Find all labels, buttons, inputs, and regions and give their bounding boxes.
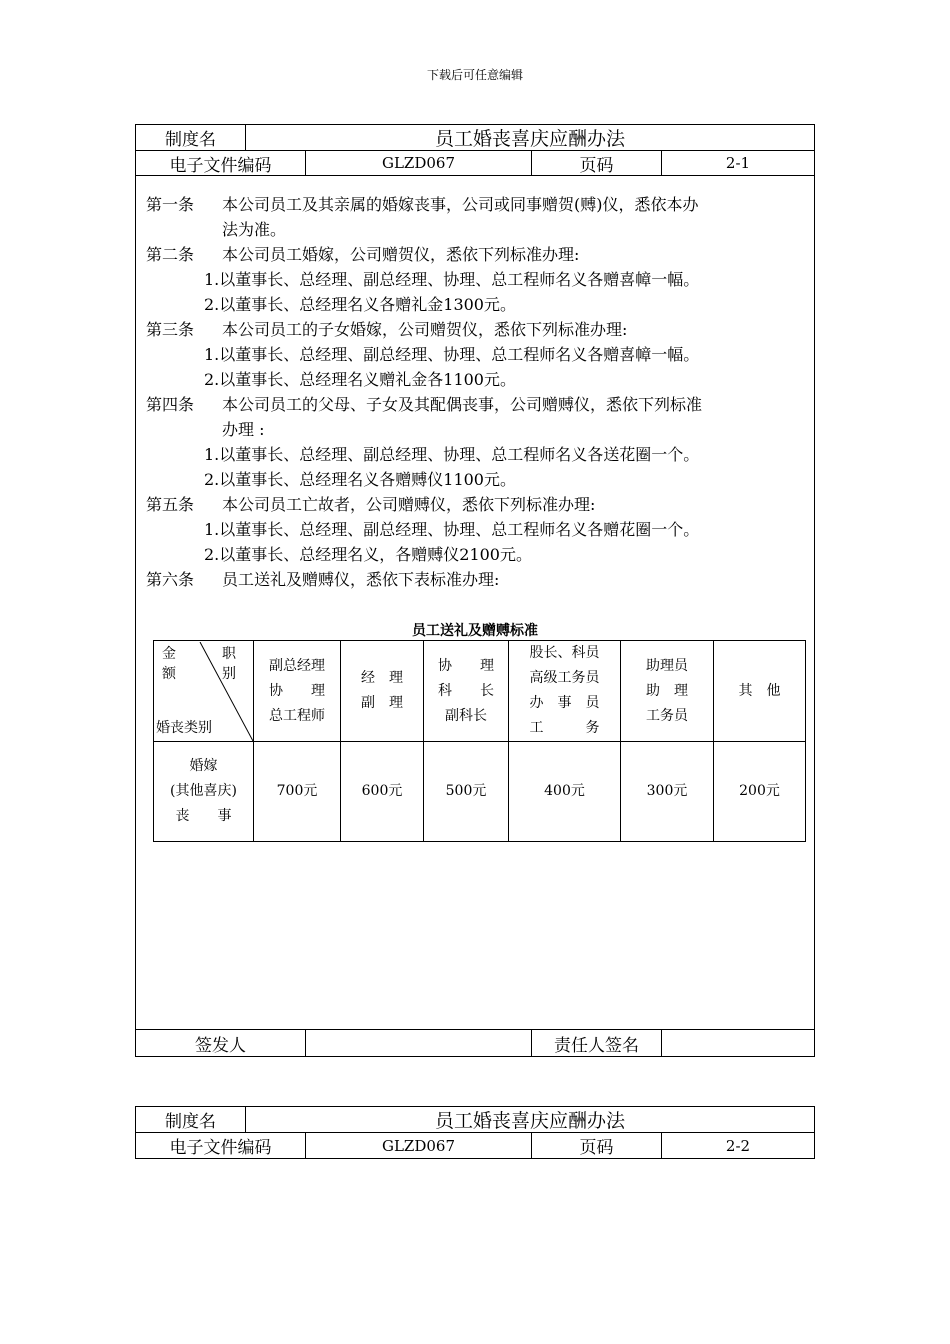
table-header-row (154, 641, 806, 742)
table-cell: 400元 (509, 742, 621, 842)
label-issuer: 签发人 (136, 1030, 306, 1056)
table-cell: 700元 (254, 742, 341, 842)
header-row-title (136, 125, 814, 151)
table-cell: 600元 (341, 742, 424, 842)
table-row (154, 742, 806, 842)
label-file-code: 电子文件编码 (136, 151, 306, 175)
corner-category-label: 婚丧类别 (156, 719, 212, 736)
clause-3-item-1: 1.以董事长、总经理、副总经理、协理、总工程师名义各赠喜幛一幅。 (204, 345, 700, 364)
issuer-field[interactable] (306, 1030, 532, 1056)
table-cell: 300元 (621, 742, 714, 842)
column-header: 经 理 副 理 (341, 641, 424, 742)
file-code: GLZD067 (306, 151, 532, 175)
column-header: 股长、科员 高级工务员 办 事 员 工 务 (509, 641, 621, 742)
header-row-code (136, 151, 814, 176)
clause-6: 第六条 员工送礼及赠赙仪，悉依下表标准办理: (146, 570, 500, 589)
column-header: 其 他 (714, 641, 806, 742)
column-header: 副总经理 协 理 总工程师 (254, 641, 341, 742)
header-row-code (136, 1133, 814, 1158)
clause-2-item-2: 2.以董事长、总经理名义各赠礼金1300元。 (204, 295, 516, 314)
document-title: 员工婚丧喜庆应酬办法 (434, 1110, 625, 1132)
corner-position-label: 职 别 (222, 645, 236, 682)
corner-amount-label: 金 额 (162, 645, 176, 682)
clause-3: 第三条 本公司员工的子女婚嫁，公司赠贺仪，悉依下列标准办理: (146, 320, 628, 339)
gift-standard-table (153, 640, 806, 842)
label-system-name: 制度名 (136, 125, 246, 150)
clause-2-item-1: 1.以董事长、总经理、副总经理、协理、总工程师名义各赠喜幛一幅。 (204, 270, 700, 289)
header-row-title (136, 1107, 814, 1133)
clause-4-cont: 办理 : (222, 420, 265, 439)
table-title: 员工送礼及赠赙标准 (412, 623, 538, 639)
signature-row (136, 1030, 814, 1056)
clause-3-item-2: 2.以董事长、总经理名义赠礼金各1100元。 (204, 370, 516, 389)
table-cell: 200元 (714, 742, 806, 842)
top-note: 下载后可任意编辑 (426, 68, 523, 82)
page-number: 2-1 (725, 154, 751, 172)
content-area (136, 176, 814, 1030)
clause-5-item-2: 2.以董事长、总经理名义，各赠赙仪2100元。 (204, 545, 532, 564)
column-header: 协 理 科 长 副科长 (424, 641, 509, 742)
document-page-2 (135, 1106, 815, 1159)
table-cell: 500元 (424, 742, 509, 842)
clause-2: 第二条 本公司员工婚嫁，公司赠贺仪，悉依下列标准办理: (146, 245, 580, 264)
clause-5: 第五条 本公司员工亡故者，公司赠赙仪，悉依下列标准办理: (146, 495, 596, 514)
document-page-1 (135, 124, 815, 1057)
file-code: GLZD067 (306, 1133, 532, 1158)
row-label: 婚嫁 (其他喜庆) 丧 事 (154, 742, 254, 842)
label-page: 页码 (532, 151, 662, 175)
page-number: 2-2 (725, 1136, 751, 1155)
clause-1-cont: 法为准。 (222, 220, 287, 239)
column-header: 助理员 助 理 工务员 (621, 641, 714, 742)
clause-4-item-2: 2.以董事长、总经理名义各赠赙仪1100元。 (204, 470, 516, 489)
label-system-name: 制度名 (136, 1107, 246, 1132)
responsible-field[interactable] (662, 1030, 814, 1056)
clause-4-item-1: 1.以董事长、总经理、副总经理、协理、总工程师名义各送花圈一个。 (204, 445, 700, 464)
label-file-code: 电子文件编码 (136, 1133, 306, 1158)
document-title: 员工婚丧喜庆应酬办法 (434, 128, 625, 150)
label-page: 页码 (532, 1133, 662, 1158)
clause-4: 第四条 本公司员工的父母、子女及其配偶丧事，公司赠赙仪，悉依下列标准 (146, 395, 703, 414)
clause-1: 第一条 本公司员工及其亲属的婚嫁丧事，公司或同事赠贺(赙)仪，悉依本办 (146, 195, 699, 214)
clause-list (146, 192, 806, 592)
clause-5-item-1: 1.以董事长、总经理、副总经理、协理、总工程师名义各赠花圈一个。 (204, 520, 700, 539)
table-corner-cell (154, 641, 254, 742)
label-responsible: 责任人签名 (532, 1030, 662, 1056)
